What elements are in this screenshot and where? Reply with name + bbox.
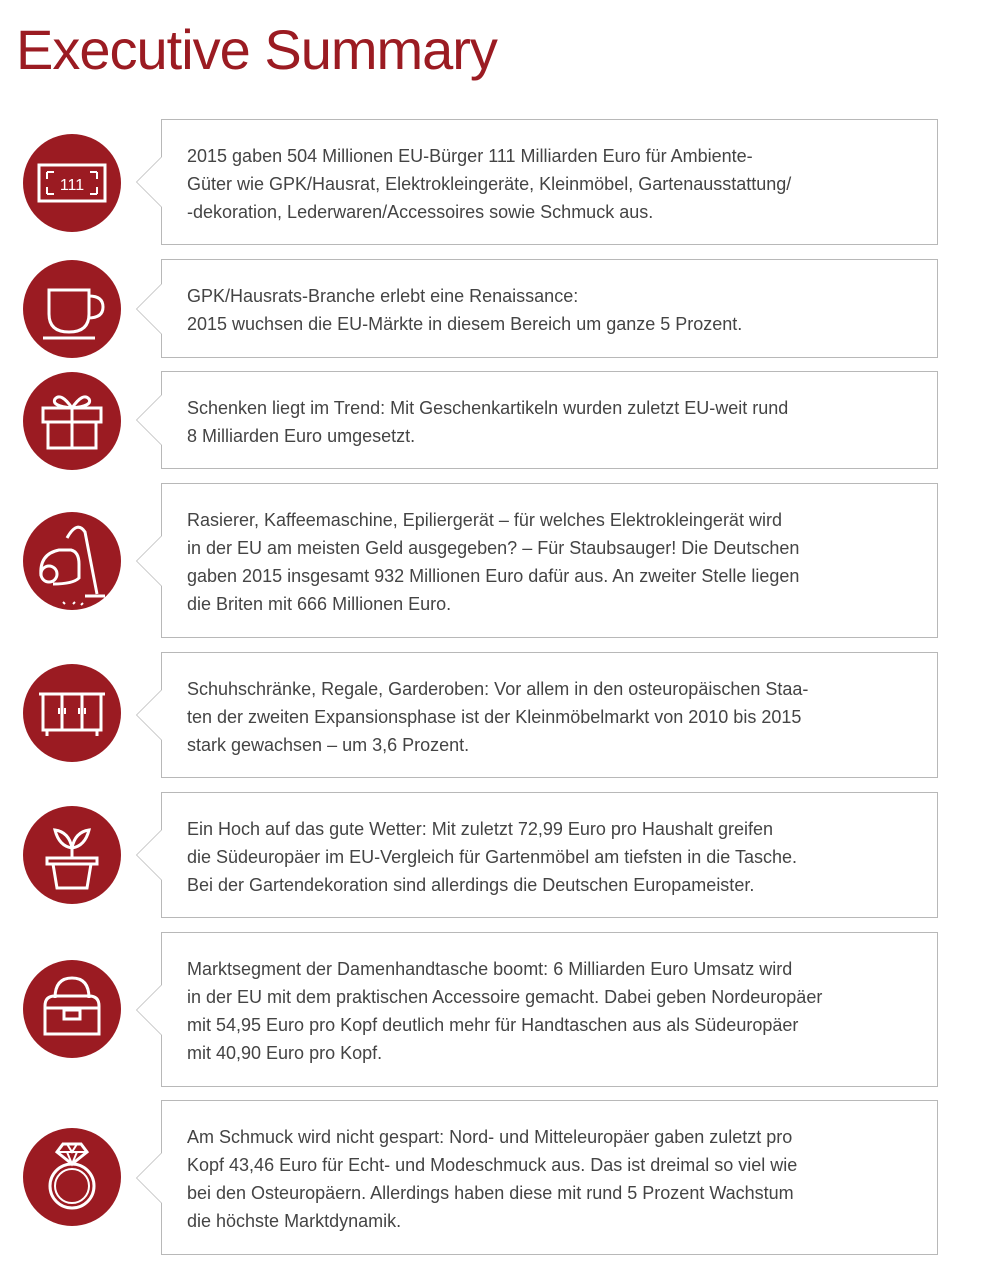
vacuum-cleaner-icon [23, 512, 121, 610]
summary-box [161, 652, 938, 778]
icon-circle [23, 512, 121, 610]
summary-text: GPK/Hausrats-Branche erlebt eine Renaissance: 2015 wuchsen die EU-Märkte in diesem Bereich um ganze 5 Prozent. [187, 286, 743, 334]
summary-text: Am Schmuck wird nicht gespart: Nord- und Mitteleuropäer gaben zuletzt pro Kopf 43,46 Euro für Echt- und Modeschmuck aus. Das ist dreimal so viel wie bei den Osteuropäern. Allerdings haben diese mit rund 5 Prozent Wachstum die höchste Marktdynamik. [187, 1127, 798, 1231]
summary-box [161, 792, 938, 918]
summary-box [161, 932, 938, 1087]
cabinet-icon [23, 664, 121, 762]
summary-text: 2015 gaben 504 Millionen EU-Bürger 111 Milliarden Euro für Ambiente- Güter wie GPK/Hausrat, Elektrokleingeräte, Kleinmöbel, Gartenausstattung/ -dekoration, Lederwaren/Accessoires sowie Schmuck aus. [187, 146, 792, 222]
icon-circle [23, 134, 121, 232]
page-title: Executive Summary [16, 18, 497, 81]
summary-text: Ein Hoch auf das gute Wetter: Mit zuletzt 72,99 Euro pro Haushalt greifen die Südeuropäer im EU-Vergleich für Gartenmöbel am tiefsten in die Tasche. Bei der Gartendekoration sind allerdings die Deutschen Europameister. [187, 819, 797, 895]
summary-text: Schuhschränke, Regale, Garderoben: Vor allem in den osteuropäischen Staa- ten der zweiten Expansionsphase ist der Kleinmöbelmarkt von 2010 bis 2015 stark gewachsen – um 3,6 Prozent. [187, 679, 809, 755]
icon-circle [23, 1128, 121, 1226]
summary-box [161, 483, 938, 638]
cup-icon [23, 260, 121, 358]
summary-text: Marktsegment der Damenhandtasche boomt: 6 Milliarden Euro Umsatz wird in der EU mit dem praktischen Accessoire gemacht. Dabei geben Nordeuropäer mit 54,95 Euro pro Kopf deutlich mehr für Handtaschen aus als Südeuropäer mit 40,90 Euro pro Kopf. [187, 959, 823, 1063]
handbag-icon [23, 960, 121, 1058]
summary-box [161, 1100, 938, 1255]
icon-circle [23, 806, 121, 904]
summary-text: Schenken liegt im Trend: Mit Geschenkartikeln wurden zuletzt EU-weit rund 8 Milliarden Euro umgesetzt. [187, 398, 789, 446]
banknote-value: 111 [59, 177, 85, 194]
diamond-ring-icon [23, 1128, 121, 1226]
summary-box [161, 371, 938, 469]
banknote-icon [23, 134, 121, 232]
summary-box [161, 259, 938, 358]
icon-circle [23, 960, 121, 1058]
icon-circle [23, 372, 121, 470]
gift-icon [23, 372, 121, 470]
summary-box [161, 119, 938, 245]
icon-circle [23, 260, 121, 358]
plant-pot-icon [23, 806, 121, 904]
summary-text: Rasierer, Kaffeemaschine, Epiliergerät – für welches Elektrokleingerät wird in der EU am meisten Geld ausgegeben? – Für Staubsauger! Die Deutschen gaben 2015 insgesamt 932 Millionen Euro dafür aus. An zweiter Stelle liegen die Briten mit 666 Millionen Euro. [187, 510, 800, 614]
icon-circle [23, 664, 121, 762]
